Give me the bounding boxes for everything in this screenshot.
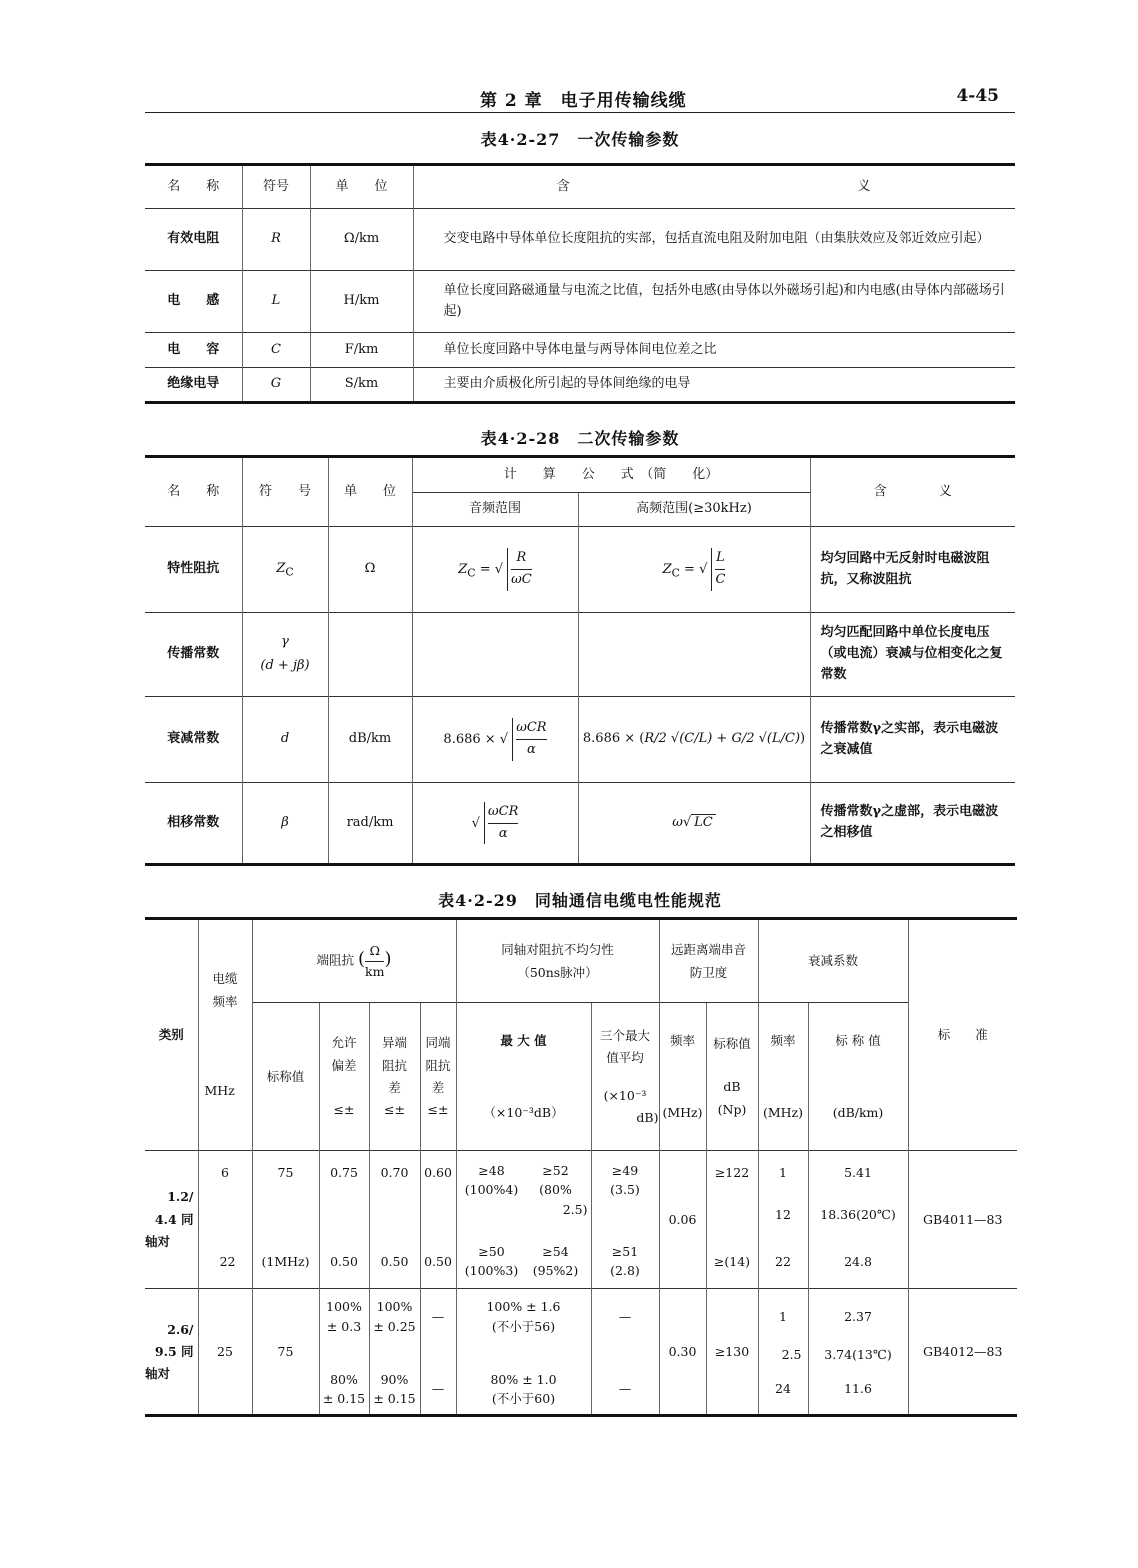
col-header-meaning-2: 义 (857, 178, 871, 194)
att-freq-value: 24 (758, 1364, 808, 1416)
param-meaning: 主要由介质极化所引起的导体间绝缘的电导 (413, 368, 1015, 403)
formula-high-freq: 8.686 × (R/2 √(C/L) + G/2 √(L/C)) (578, 697, 810, 783)
col-header-symbol: 符 号 (242, 457, 328, 527)
col-header-meaning: 含 义 (810, 457, 1015, 527)
diff-value: 0.70 (369, 1151, 420, 1195)
table-row (145, 613, 1015, 697)
param-name: 特性阻抗 (145, 527, 242, 613)
table-row (145, 1289, 1017, 1345)
freq-value: 22 (198, 1235, 252, 1289)
col-header-formula: 计 算 公 式 （简 化） (412, 457, 810, 493)
table-primary-params (145, 163, 1015, 404)
param-unit (328, 613, 412, 697)
param-meaning: 传播常数γ之虚部，表示电磁波之相移值 (810, 783, 1015, 865)
standard-value: GB4011—83 (908, 1151, 1017, 1289)
page-number: 4-45 (956, 86, 999, 106)
att-freq-value: 12 (758, 1195, 808, 1235)
att-nominal-value: 5.41 (808, 1151, 908, 1195)
col-header-same: 同端 阻抗 差 ≤± (420, 1003, 456, 1151)
param-name: 衰减常数 (145, 697, 242, 783)
avg-value: ≥51 (2.8) (591, 1235, 659, 1289)
param-symbol: β (242, 783, 328, 865)
col-header-allow: 允许 偏差 ≤± (319, 1003, 369, 1151)
col-header-name: 名 称 (167, 178, 220, 194)
col-header-avg: 三个最大 值平均 (×10⁻³ dB) (591, 1003, 659, 1151)
same-value: 0.60 (420, 1151, 456, 1195)
col-header-crosstalk: 远距离端串音 防卫度 (659, 919, 758, 1003)
col-header-category: 类别 (158, 1027, 184, 1043)
param-meaning: 单位长度回路中导体电量与两导体间电位差之比 (413, 333, 1015, 368)
xt-freq-value: 0.06 (659, 1151, 706, 1289)
param-symbol: R (242, 209, 310, 271)
col-header-name: 名 称 (167, 483, 220, 499)
allow-value: 100% ± 0.3 (319, 1289, 369, 1345)
freq-value: 25 (198, 1289, 252, 1416)
table-row (145, 1151, 1017, 1195)
chapter-title: 第 2 章 电子用传输线缆 (480, 91, 687, 111)
category-cell: 2.6/ 9.5 同 轴对 (145, 1289, 198, 1416)
table-row (145, 1235, 1017, 1289)
formula-high-freq: ω√ LC (578, 783, 810, 865)
param-unit: F/km (310, 333, 413, 368)
xt-freq-value: 0.30 (659, 1289, 706, 1416)
same-value: 0.50 (420, 1235, 456, 1289)
att-nominal-value: 24.8 (808, 1235, 908, 1289)
att-nominal-value: 18.36(20℃) (808, 1195, 908, 1235)
table-row (145, 783, 1015, 865)
formula-audio: √ ωCR α (412, 783, 578, 865)
formula-audio (412, 613, 578, 697)
max-value: ≥50 (100%3) ≥54 (95%2) (456, 1235, 591, 1289)
standard-value: GB4012—83 (908, 1289, 1017, 1416)
col-header-freq: 电缆 频率 MHz (198, 919, 252, 1151)
param-unit: Ω/km (310, 209, 413, 271)
table-subheader-row (145, 1003, 1017, 1151)
param-unit: S/km (310, 368, 413, 403)
att-freq-value: 22 (758, 1235, 808, 1289)
diff-value: 90% ± 0.15 (369, 1364, 420, 1416)
param-symbol: $Z_C$ (242, 527, 328, 613)
att-nominal-value: 11.6 (808, 1364, 908, 1416)
table-row (145, 209, 1015, 271)
param-unit: rad/km (328, 783, 412, 865)
formula-high-freq: $Z_C$ = √ $\frac{L}{C}$ (578, 527, 810, 613)
table-row (145, 333, 1015, 368)
col-header-symbol: 符号 (242, 165, 310, 209)
param-unit: Ω (328, 527, 412, 613)
col-header-meaning-1: 含 (413, 165, 713, 209)
param-symbol: d (242, 697, 328, 783)
param-meaning: 交变电路中导体单位长度阻抗的实部，包括直流电阻及附加电阻（由集肤效应及邻近效应引起） (413, 209, 1015, 271)
col-header-diff: 异端 阻抗 差 ≤± (369, 1003, 420, 1151)
table-secondary-params (145, 455, 1015, 866)
page-header (145, 82, 1015, 113)
diff-value: 100% ± 0.25 (369, 1289, 420, 1345)
param-meaning: 传播常数γ之实部，表示电磁波之衰减值 (810, 697, 1015, 783)
table-caption-2: 表4·2-28 二次传输参数 (480, 429, 680, 448)
col-header-high-freq: 高频范围(≥30kHz) (578, 493, 810, 527)
xt-nominal-value: ≥122 (706, 1151, 758, 1235)
table-header-row (145, 165, 1015, 209)
nominal-value: (1MHz) (252, 1235, 319, 1289)
same-value: — (420, 1364, 456, 1416)
param-symbol: C (242, 333, 310, 368)
att-freq-value: 1 (758, 1151, 808, 1195)
param-name: 相移常数 (145, 783, 242, 865)
col-header-uneven: 同轴对阻抗不均匀性 （50ns脉冲） (456, 919, 659, 1003)
xt-nominal-value: ≥130 (706, 1289, 758, 1416)
xt-nominal-value: ≥(14) (706, 1235, 758, 1289)
table-row (145, 271, 1015, 333)
col-header-attenuation: 衰减系数 (758, 919, 908, 1003)
param-symbol: γ (d + jβ) (242, 613, 328, 697)
nominal-value: 75 (252, 1289, 319, 1416)
col-header-audio: 音频范围 (412, 493, 578, 527)
avg-value: — (591, 1364, 659, 1416)
formula-audio: $Z_C$ = √ $\frac{R}{\omega C}$ (412, 527, 578, 613)
formula-audio: 8.686 × √ ωCR α (412, 697, 578, 783)
max-value: ≥48 (100%4) ≥52 (80% 2.5) (456, 1151, 591, 1235)
max-value: 80% ± 1.0 (不小于60) (456, 1364, 591, 1416)
param-symbol: L (242, 271, 310, 333)
table-caption-3: 表4·2-29 同轴通信电缆电性能规范 (438, 891, 722, 910)
param-name: 传播常数 (145, 613, 242, 697)
freq-value: 6 (198, 1151, 252, 1195)
col-header-att-freq: 频率 (MHz) (758, 1003, 808, 1151)
param-unit: H/km (310, 271, 413, 333)
param-unit: dB/km (328, 697, 412, 783)
param-name: 绝缘电导 (145, 368, 242, 403)
col-header-unit: 单 位 (310, 165, 413, 209)
table-header-row (145, 457, 1015, 493)
col-header-max: 最 大 值 （×10⁻³dB） (456, 1003, 591, 1151)
allow-value: 0.50 (319, 1235, 369, 1289)
table-row (145, 527, 1015, 613)
param-name: 电 感 (145, 271, 242, 333)
att-freq-value: 2.5 (758, 1345, 808, 1364)
col-header-impedance: 端阻抗 ( $\frac{\Omega}{km}$ ) (252, 919, 456, 1003)
att-freq-value: 1 (758, 1289, 808, 1345)
col-header-att-nominal: 标 称 值 (dB/km) (808, 1003, 908, 1151)
col-header-xt-nominal: 标称值 dB (Np) (706, 1003, 758, 1151)
param-meaning: 均匀匹配回路中单位长度电压（或电流）衰减与位相变化之复常数 (810, 613, 1015, 697)
table-row (145, 697, 1015, 783)
same-value: — (420, 1289, 456, 1345)
col-header-unit: 单 位 (328, 457, 412, 527)
table-coax-specs (145, 917, 1017, 1417)
max-value: 100% ± 1.6 (不小于56) (456, 1289, 591, 1345)
table-header-row (145, 919, 1017, 1003)
avg-value: — (591, 1289, 659, 1345)
avg-value: ≥49 (3.5) (591, 1151, 659, 1235)
allow-value: 0.75 (319, 1151, 369, 1195)
category-cell: 1.2/ 4.4 同 轴对 (145, 1151, 198, 1289)
param-name: 电 容 (145, 333, 242, 368)
col-header-standard: 标 准 (908, 919, 1017, 1151)
att-nominal-value: 2.37 (808, 1289, 908, 1345)
param-meaning: 单位长度回路磁通量与电流之比值，包括外电感(由导体以外磁场引起)和内电感(由导体内部磁场引起) (413, 271, 1015, 333)
param-meaning: 均匀回路中无反射时电磁波阻抗，又称波阻抗 (810, 527, 1015, 613)
formula-high-freq (578, 613, 810, 697)
col-header-nominal: 标称值 (252, 1003, 319, 1151)
param-name: 有效电阻 (145, 209, 242, 271)
col-header-xt-freq: 频率 (MHz) (659, 1003, 706, 1151)
table-caption-1: 表4·2-27 一次传输参数 (480, 130, 680, 149)
diff-value: 0.50 (369, 1235, 420, 1289)
att-nominal-value: 3.74(13℃) (808, 1345, 908, 1364)
allow-value: 80% ± 0.15 (319, 1364, 369, 1416)
param-symbol: G (242, 368, 310, 403)
nominal-value: 75 (252, 1151, 319, 1195)
table-row (145, 368, 1015, 403)
